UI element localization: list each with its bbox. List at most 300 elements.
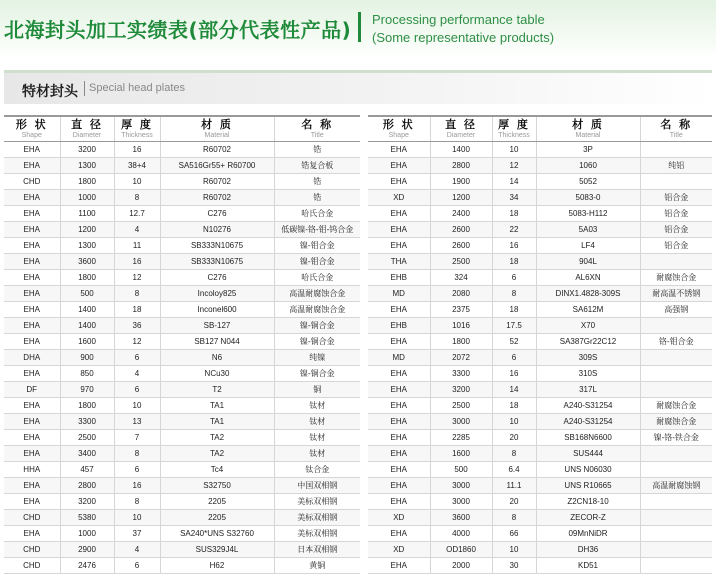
- table-row: [368, 254, 712, 270]
- right-table-body: [368, 142, 712, 574]
- diameter-cell: 2285: [430, 430, 492, 446]
- shape-cell: EHB: [368, 270, 430, 286]
- table-row: [368, 350, 712, 366]
- shape-cell: EHB: [368, 318, 430, 334]
- shape-cell: EHA: [4, 222, 60, 238]
- table-row: [4, 302, 360, 318]
- title-cell: 纯铝: [640, 158, 712, 174]
- diameter-cell: 2500: [430, 254, 492, 270]
- table-row: [368, 510, 712, 526]
- thickness-cell: 4: [114, 542, 160, 558]
- table-row: [4, 542, 360, 558]
- table-row: [368, 382, 712, 398]
- diameter-cell: 1400: [60, 302, 114, 318]
- title-cell: 铝合金: [640, 190, 712, 206]
- table-row: [4, 158, 360, 174]
- thickness-cell: 10: [114, 174, 160, 190]
- thickness-cell: 36: [114, 318, 160, 334]
- diameter-cell: 3000: [430, 478, 492, 494]
- header-shape: 形 状 Shape: [368, 116, 430, 142]
- material-cell: A240-S31254: [536, 414, 640, 430]
- shape-cell: EHA: [4, 430, 60, 446]
- header-diameter: 直 径 Diameter: [60, 116, 114, 142]
- table-row: [4, 318, 360, 334]
- thickness-cell: 13: [114, 414, 160, 430]
- right-performance-table: [368, 115, 712, 574]
- title-cell: 钛材: [274, 430, 360, 446]
- thickness-cell: 8: [114, 494, 160, 510]
- title-cell: 高温耐腐蚀合金: [274, 286, 360, 302]
- diameter-cell: 2375: [430, 302, 492, 318]
- table-row: [368, 558, 712, 574]
- shape-cell: EHA: [4, 302, 60, 318]
- table-row: [368, 478, 712, 494]
- section-title-en: Special head plates: [89, 82, 186, 94]
- thickness-cell: 10: [114, 398, 160, 414]
- table-row: [368, 238, 712, 254]
- section-heading: [4, 70, 712, 104]
- title-cell: 镍-铬-铁合金: [640, 430, 712, 446]
- thickness-cell: 8: [114, 286, 160, 302]
- diameter-cell: 1800: [60, 398, 114, 414]
- shape-cell: EHA: [4, 206, 60, 222]
- left-table-body: [4, 142, 360, 574]
- title-cell: 中国双相钢: [274, 478, 360, 494]
- title-cell: [640, 494, 712, 510]
- table-row: [4, 334, 360, 350]
- diameter-cell: 1600: [60, 334, 114, 350]
- diameter-cell: 1300: [60, 238, 114, 254]
- section-separator: [84, 81, 85, 96]
- thickness-cell: 16: [492, 366, 536, 382]
- title-cell: [640, 254, 712, 270]
- diameter-cell: 2800: [430, 158, 492, 174]
- thickness-cell: 6: [114, 558, 160, 574]
- page-title-cn: 北海封头加工实绩表(部分代表性产品): [4, 18, 352, 42]
- shape-cell: EHA: [4, 398, 60, 414]
- material-cell: SB333N10675: [160, 254, 274, 270]
- shape-cell: EHA: [368, 526, 430, 542]
- diameter-cell: 1800: [60, 270, 114, 286]
- header-thickness: 厚 度 Thickness: [492, 116, 536, 142]
- shape-cell: EHA: [368, 398, 430, 414]
- diameter-cell: 1016: [430, 318, 492, 334]
- material-cell: ZECOR-Z: [536, 510, 640, 526]
- material-cell: C276: [160, 206, 274, 222]
- thickness-cell: 6: [492, 270, 536, 286]
- table-row: [4, 206, 360, 222]
- shape-cell: EHA: [368, 414, 430, 430]
- material-cell: 2205: [160, 510, 274, 526]
- title-cell: 镍-铜合金: [274, 334, 360, 350]
- material-cell: X70: [536, 318, 640, 334]
- material-cell: AL6XN: [536, 270, 640, 286]
- title-cell: 镍-钼合金: [274, 254, 360, 270]
- diameter-cell: 3600: [60, 254, 114, 270]
- header-banner: [0, 0, 716, 58]
- thickness-cell: 4: [114, 366, 160, 382]
- material-cell: SB-127: [160, 318, 274, 334]
- table-row: [368, 446, 712, 462]
- diameter-cell: 1600: [430, 446, 492, 462]
- title-cell: 锆: [274, 142, 360, 158]
- shape-cell: XD: [368, 510, 430, 526]
- table-row: [4, 430, 360, 446]
- material-cell: 5A03: [536, 222, 640, 238]
- title-cell: 耐腐蚀合金: [640, 270, 712, 286]
- diameter-cell: 500: [430, 462, 492, 478]
- shape-cell: EHA: [368, 366, 430, 382]
- title-cell: 镍-铜合金: [274, 366, 360, 382]
- table-row: [4, 174, 360, 190]
- thickness-cell: 16: [114, 478, 160, 494]
- title-cell: 铝合金: [640, 222, 712, 238]
- title-cell: 耐腐蚀合金: [640, 414, 712, 430]
- material-cell: SB127 N044: [160, 334, 274, 350]
- material-cell: Inconel600: [160, 302, 274, 318]
- table-row: [4, 190, 360, 206]
- shape-cell: XD: [368, 542, 430, 558]
- title-cell: 美标双相钢: [274, 494, 360, 510]
- table-row: [368, 494, 712, 510]
- diameter-cell: 1200: [430, 190, 492, 206]
- title-cell: 锆复合板: [274, 158, 360, 174]
- header-shape: 形 状 Shape: [4, 116, 60, 142]
- table-row: [368, 318, 712, 334]
- thickness-cell: 18: [492, 206, 536, 222]
- header-title: 名 称 Title: [274, 116, 360, 142]
- shape-cell: EHA: [4, 478, 60, 494]
- title-cell: 耐腐蚀合金: [640, 398, 712, 414]
- diameter-cell: 324: [430, 270, 492, 286]
- shape-cell: DHA: [4, 350, 60, 366]
- diameter-cell: 3000: [430, 414, 492, 430]
- diameter-cell: 1000: [60, 526, 114, 542]
- material-cell: DH36: [536, 542, 640, 558]
- diameter-cell: 970: [60, 382, 114, 398]
- title-cell: [640, 350, 712, 366]
- title-cell: 耐高温不锈钢: [640, 286, 712, 302]
- diameter-cell: 3000: [430, 494, 492, 510]
- thickness-cell: 30: [492, 558, 536, 574]
- shape-cell: CHD: [4, 174, 60, 190]
- table-header-row: [4, 116, 360, 142]
- shape-cell: CHD: [4, 558, 60, 574]
- shape-cell: XD: [368, 190, 430, 206]
- thickness-cell: 14: [492, 174, 536, 190]
- diameter-cell: 1400: [430, 142, 492, 158]
- title-cell: [640, 558, 712, 574]
- thickness-cell: 16: [492, 238, 536, 254]
- thickness-cell: 11.1: [492, 478, 536, 494]
- section-title-cn: 特材封头: [22, 84, 78, 100]
- thickness-cell: 10: [492, 142, 536, 158]
- shape-cell: EHA: [368, 430, 430, 446]
- title-cell: [640, 142, 712, 158]
- table-row: [4, 142, 360, 158]
- diameter-cell: 2800: [60, 478, 114, 494]
- table-row: [368, 174, 712, 190]
- diameter-cell: 2476: [60, 558, 114, 574]
- diameter-cell: 2000: [430, 558, 492, 574]
- title-cell: 高温耐腐蚀合金: [274, 302, 360, 318]
- material-cell: H62: [160, 558, 274, 574]
- shape-cell: EHA: [4, 366, 60, 382]
- material-cell: 09MnNiDR: [536, 526, 640, 542]
- diameter-cell: 1100: [60, 206, 114, 222]
- diameter-cell: 1400: [60, 318, 114, 334]
- thickness-cell: 34: [492, 190, 536, 206]
- thickness-cell: 52: [492, 334, 536, 350]
- material-cell: Incoloy825: [160, 286, 274, 302]
- table-row: [4, 398, 360, 414]
- title-cell: 美标双相钢: [274, 510, 360, 526]
- thickness-cell: 18: [492, 302, 536, 318]
- table-row: [368, 286, 712, 302]
- table-row: [368, 526, 712, 542]
- page-title-en-line2: (Some representative products): [372, 30, 555, 45]
- thickness-cell: 20: [492, 430, 536, 446]
- diameter-cell: 2500: [60, 430, 114, 446]
- diameter-cell: 1900: [430, 174, 492, 190]
- diameter-cell: OD1860: [430, 542, 492, 558]
- shape-cell: EHA: [4, 494, 60, 510]
- thickness-cell: 12: [492, 158, 536, 174]
- shape-cell: EHA: [368, 174, 430, 190]
- material-cell: 310S: [536, 366, 640, 382]
- title-cell: 低碳镍-铬-钼-钨合金: [274, 222, 360, 238]
- title-cell: 铜: [274, 382, 360, 398]
- title-cell: [640, 174, 712, 190]
- header-diameter: 直 径 Diameter: [430, 116, 492, 142]
- diameter-cell: 1800: [430, 334, 492, 350]
- table-row: [368, 462, 712, 478]
- diameter-cell: 2600: [430, 238, 492, 254]
- table-row: [4, 446, 360, 462]
- material-cell: SA612M: [536, 302, 640, 318]
- shape-cell: EHA: [368, 382, 430, 398]
- table-row: [368, 414, 712, 430]
- thickness-cell: 16: [114, 254, 160, 270]
- diameter-cell: 3300: [60, 414, 114, 430]
- title-cell: 锆: [274, 190, 360, 206]
- title-cell: 高温耐腐蚀钢: [640, 478, 712, 494]
- table-row: [4, 222, 360, 238]
- material-cell: SB333N10675: [160, 238, 274, 254]
- title-cell: 锆: [274, 174, 360, 190]
- material-cell: R60702: [160, 190, 274, 206]
- table-row: [368, 206, 712, 222]
- material-cell: N6: [160, 350, 274, 366]
- thickness-cell: 16: [114, 142, 160, 158]
- material-cell: 5052: [536, 174, 640, 190]
- shape-cell: MD: [368, 350, 430, 366]
- table-row: [368, 542, 712, 558]
- material-cell: SA240*UNS S32760: [160, 526, 274, 542]
- diameter-cell: 3600: [430, 510, 492, 526]
- shape-cell: EHA: [368, 558, 430, 574]
- diameter-cell: 1200: [60, 222, 114, 238]
- material-cell: R60702: [160, 142, 274, 158]
- thickness-cell: 6: [114, 382, 160, 398]
- material-cell: C276: [160, 270, 274, 286]
- shape-cell: EHA: [4, 254, 60, 270]
- thickness-cell: 6: [114, 462, 160, 478]
- table-row: [368, 190, 712, 206]
- thickness-cell: 66: [492, 526, 536, 542]
- thickness-cell: 10: [114, 510, 160, 526]
- thickness-cell: 6.4: [492, 462, 536, 478]
- material-cell: SUS329J4L: [160, 542, 274, 558]
- thickness-cell: 38+4: [114, 158, 160, 174]
- table-row: [4, 382, 360, 398]
- table-row: [4, 254, 360, 270]
- material-cell: DINX1.4828-309S: [536, 286, 640, 302]
- shape-cell: THA: [368, 254, 430, 270]
- material-cell: 309S: [536, 350, 640, 366]
- shape-cell: EHA: [368, 334, 430, 350]
- diameter-cell: 2600: [430, 222, 492, 238]
- shape-cell: EHA: [368, 206, 430, 222]
- thickness-cell: 20: [492, 494, 536, 510]
- title-cell: 美标双相钢: [274, 526, 360, 542]
- diameter-cell: 2400: [430, 206, 492, 222]
- shape-cell: DF: [4, 382, 60, 398]
- shape-cell: EHA: [4, 526, 60, 542]
- thickness-cell: 14: [492, 382, 536, 398]
- shape-cell: EHA: [368, 238, 430, 254]
- thickness-cell: 18: [114, 302, 160, 318]
- material-cell: UNS N06030: [536, 462, 640, 478]
- title-cell: 钛材: [274, 446, 360, 462]
- material-cell: SUS444: [536, 446, 640, 462]
- title-cell: 哈氏合金: [274, 206, 360, 222]
- header-material: 材 质 Material: [536, 116, 640, 142]
- title-separator: [358, 12, 361, 42]
- shape-cell: EHA: [368, 462, 430, 478]
- shape-cell: EHA: [4, 414, 60, 430]
- material-cell: TA2: [160, 446, 274, 462]
- table-row: [4, 286, 360, 302]
- thickness-cell: 22: [492, 222, 536, 238]
- diameter-cell: 850: [60, 366, 114, 382]
- shape-cell: EHA: [4, 238, 60, 254]
- material-cell: TA1: [160, 398, 274, 414]
- diameter-cell: 1000: [60, 190, 114, 206]
- title-cell: [640, 366, 712, 382]
- thickness-cell: 4: [114, 222, 160, 238]
- thickness-cell: 8: [114, 190, 160, 206]
- title-cell: [640, 318, 712, 334]
- table-row: [368, 302, 712, 318]
- page-title-en-line1: Processing performance table: [372, 12, 545, 27]
- shape-cell: EHA: [368, 494, 430, 510]
- material-cell: TA1: [160, 414, 274, 430]
- material-cell: R60702: [160, 174, 274, 190]
- section-accent-line: [4, 70, 712, 73]
- thickness-cell: 10: [492, 542, 536, 558]
- table-row: [4, 462, 360, 478]
- material-cell: UNS R10665: [536, 478, 640, 494]
- thickness-cell: 18: [492, 254, 536, 270]
- table-row: [4, 270, 360, 286]
- thickness-cell: 17.5: [492, 318, 536, 334]
- diameter-cell: 3200: [60, 142, 114, 158]
- material-cell: A240-S31254: [536, 398, 640, 414]
- table-row: [368, 142, 712, 158]
- diameter-cell: 2080: [430, 286, 492, 302]
- table-row: [368, 222, 712, 238]
- title-cell: 日本双相钢: [274, 542, 360, 558]
- shape-cell: EHA: [4, 270, 60, 286]
- thickness-cell: 6: [114, 350, 160, 366]
- thickness-cell: 8: [492, 446, 536, 462]
- diameter-cell: 5380: [60, 510, 114, 526]
- table-row: [368, 158, 712, 174]
- material-cell: LF4: [536, 238, 640, 254]
- thickness-cell: 11: [114, 238, 160, 254]
- table-row: [4, 366, 360, 382]
- title-cell: 铝合金: [640, 206, 712, 222]
- table-row: [4, 350, 360, 366]
- diameter-cell: 900: [60, 350, 114, 366]
- thickness-cell: 8: [114, 446, 160, 462]
- title-cell: [640, 542, 712, 558]
- diameter-cell: 2900: [60, 542, 114, 558]
- shape-cell: EHA: [4, 446, 60, 462]
- shape-cell: EHA: [4, 286, 60, 302]
- table-row: [368, 366, 712, 382]
- material-cell: 2205: [160, 494, 274, 510]
- title-cell: 镍-钼合金: [274, 238, 360, 254]
- title-cell: [640, 526, 712, 542]
- thickness-cell: 18: [492, 398, 536, 414]
- thickness-cell: 12: [114, 270, 160, 286]
- diameter-cell: 3400: [60, 446, 114, 462]
- material-cell: 3P: [536, 142, 640, 158]
- material-cell: KD51: [536, 558, 640, 574]
- diameter-cell: 4000: [430, 526, 492, 542]
- title-cell: 钛材: [274, 398, 360, 414]
- title-cell: 镍-铜合金: [274, 318, 360, 334]
- title-cell: 钛材: [274, 414, 360, 430]
- thickness-cell: 8: [492, 286, 536, 302]
- material-cell: SB168N6600: [536, 430, 640, 446]
- material-cell: 317L: [536, 382, 640, 398]
- thickness-cell: 37: [114, 526, 160, 542]
- title-cell: [640, 462, 712, 478]
- table-row: [368, 398, 712, 414]
- shape-cell: EHA: [4, 318, 60, 334]
- diameter-cell: 2072: [430, 350, 492, 366]
- table-row: [4, 526, 360, 542]
- shape-cell: CHD: [4, 542, 60, 558]
- material-cell: 1060: [536, 158, 640, 174]
- material-cell: 904L: [536, 254, 640, 270]
- thickness-cell: 12.7: [114, 206, 160, 222]
- thickness-cell: 7: [114, 430, 160, 446]
- thickness-cell: 12: [114, 334, 160, 350]
- title-cell: 铝合金: [640, 238, 712, 254]
- table-row: [368, 334, 712, 350]
- thickness-cell: 10: [492, 414, 536, 430]
- shape-cell: HHA: [4, 462, 60, 478]
- diameter-cell: 1800: [60, 174, 114, 190]
- title-cell: 高强钢: [640, 302, 712, 318]
- thickness-cell: 6: [492, 350, 536, 366]
- title-cell: 钛合金: [274, 462, 360, 478]
- table-row: [4, 238, 360, 254]
